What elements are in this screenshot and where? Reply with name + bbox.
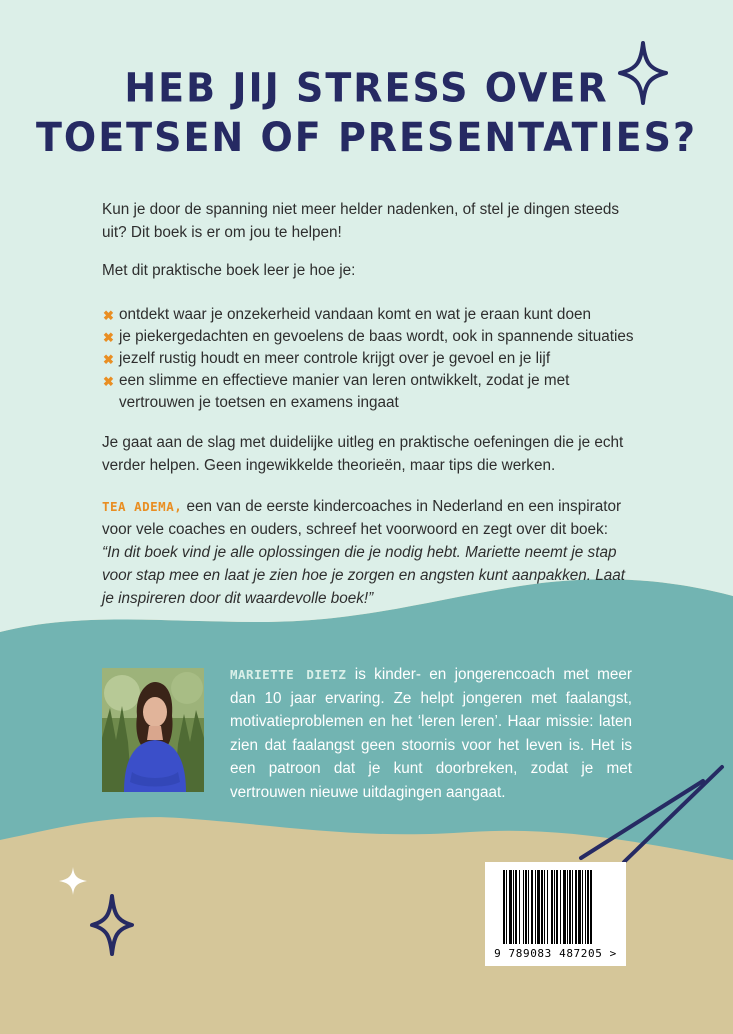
barcode-bar <box>535 870 536 944</box>
barcode-bar <box>578 870 581 944</box>
endorser-text: een van de eerste kindercoaches in Nederland en een inspirator voor vele coaches en ouders, schreef het voorwoord en zegt over dit boek: <box>102 498 622 538</box>
author-bio-text: is kinder- en jongerencoach met meer dan 10 jaar ervaring. Ze helpt jongeren met faalangst, motivatieproblemen en het ‘leren leren’. Haar missie: laten zien dat faalangst geen stoornis voor het leven is. Het is een patroon dat je kunt doorbreken, zodat je met vertrouwen nieuwe uitdagingen aangaat. <box>230 666 633 801</box>
barcode-bar <box>590 870 592 944</box>
barcode-bar <box>575 870 577 944</box>
title-line-1: HEB JIJ STRESS OVER <box>124 64 609 111</box>
list-item-text: jezelf rustig houdt en meer controle krijgt over je gevoel en je lijf <box>119 350 551 367</box>
barcode-bar <box>519 870 520 944</box>
barcode-bar <box>582 870 583 944</box>
title-line-2: TOETSEN OF PRESENTATIES? <box>35 114 697 161</box>
barcode-bar <box>513 870 514 944</box>
barcode-bar <box>567 870 568 944</box>
list-item-text: je piekergedachten en gevoelens de baas wordt, ook in spannende situaties <box>119 328 634 345</box>
barcode-bar <box>523 870 524 944</box>
barcode-bar <box>587 870 589 944</box>
list-item <box>102 348 642 370</box>
list-item-text: ontdekt waar je onzekerheid vandaan komt en wat je eraan kunt doen <box>119 306 591 323</box>
author-photo <box>102 668 204 792</box>
bullet-x-icon: ✖ <box>103 374 114 389</box>
barcode-bar <box>572 870 573 944</box>
endorsement-quote: “In dit boek vind je alle oplossingen die je nodig hebt. Mariette neemt je stap voor stap mee en laat je zien hoe je zorgen en angsten kunt aanpakken. Laat je inspireren door dit waardevolle boek!” <box>102 544 626 607</box>
barcode-bar <box>560 870 561 944</box>
list-item <box>102 326 642 348</box>
barcode-bar <box>556 870 558 944</box>
lead-text: Met dit praktische boek leer je hoe je: <box>102 262 356 279</box>
list-item-text: een slimme en effectieve manier van leren ontwikkelt, zodat je met vertrouwen je toetsen en examens ingaat <box>119 372 570 411</box>
barcode-bar <box>537 870 540 944</box>
barcode-bar <box>554 870 555 944</box>
barcode-bar <box>544 870 545 944</box>
bullet-x-icon: ✖ <box>103 308 114 323</box>
barcode-bar <box>509 870 512 944</box>
barcode <box>485 862 626 966</box>
benefit-list <box>102 304 642 414</box>
body-paragraph: Je gaat aan de slag met duidelijke uitleg en praktische oefeningen die je echt verder helpen. Geen ingewikkelde theorieën, maar tips die werken. <box>102 434 624 474</box>
endorser-name: TEA ADEMA, <box>102 499 183 514</box>
barcode-bar <box>506 870 507 944</box>
barcode-bar <box>503 870 505 944</box>
barcode-bar <box>525 870 527 944</box>
sparkle-icon <box>89 893 135 957</box>
page-title <box>0 64 733 163</box>
barcode-bar <box>551 870 553 944</box>
barcode-bar <box>541 870 543 944</box>
bullet-x-icon: ✖ <box>103 330 114 345</box>
barcode-bar <box>528 870 529 944</box>
author-bio <box>230 663 632 804</box>
barcode-bar <box>547 870 548 944</box>
intro-text: Kun je door de spanning niet meer helder nadenken, of stel je dingen steeds uit? Dit boek is er om jou te helpen! <box>102 201 620 241</box>
author-name: MARIETTE DIETZ <box>230 667 347 682</box>
barcode-bar <box>563 870 566 944</box>
barcode-bar <box>569 870 571 944</box>
bullet-x-icon: ✖ <box>103 352 114 367</box>
sparkle-icon <box>58 866 88 896</box>
barcode-bar <box>515 870 517 944</box>
list-item <box>102 304 642 326</box>
barcode-bar <box>585 870 586 944</box>
list-item <box>102 370 642 414</box>
endorsement <box>102 495 630 610</box>
isbn-number: 9 789083 487205 > <box>494 947 617 960</box>
barcode-bar <box>531 870 533 944</box>
